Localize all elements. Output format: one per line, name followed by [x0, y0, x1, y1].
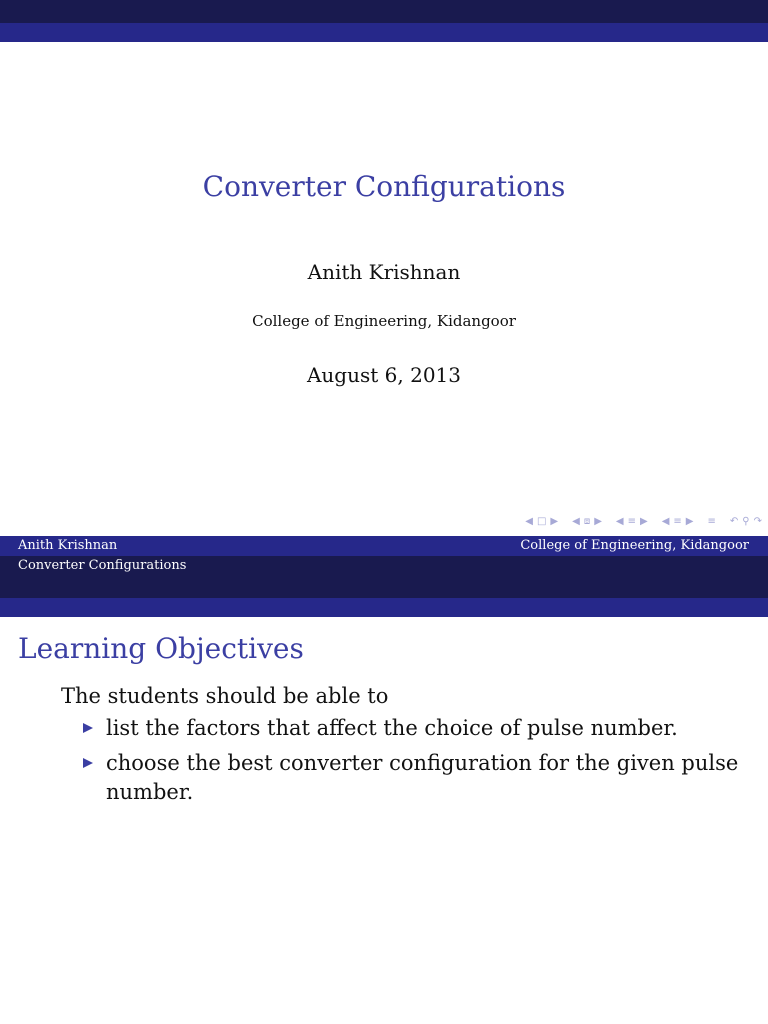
list-item: [83, 749, 741, 807]
frame-next-icon[interactable]: ▶: [550, 516, 559, 527]
presentation-date: August 6, 2013: [306, 363, 461, 387]
list-item: [83, 714, 741, 743]
subsection-icon[interactable]: ⧈: [583, 516, 591, 527]
beamer-navigation: [525, 516, 762, 527]
forward-icon[interactable]: ↷: [753, 516, 762, 527]
subsection-next2-icon[interactable]: ▶: [685, 516, 694, 527]
subsection-prev-icon[interactable]: ◀: [572, 516, 580, 527]
footer-author: Anith Krishnan: [18, 538, 118, 553]
triangle-bullet-icon: [83, 723, 93, 733]
objectives-list: [61, 714, 741, 807]
subsection2-icon[interactable]: ≡: [673, 516, 682, 527]
subsection-next-icon[interactable]: ▶: [594, 516, 602, 527]
back-icon[interactable]: ↶: [729, 516, 739, 527]
presentation-author: Anith Krishnan: [307, 260, 461, 284]
presentation-title: Converter Configurations: [202, 170, 566, 203]
list-item-text: list the factors that affect the choice of pulse number.: [106, 716, 678, 740]
frame-body: [61, 684, 741, 813]
section-icon[interactable]: ≡: [627, 516, 636, 527]
frame-prev-icon[interactable]: ◀: [525, 516, 533, 527]
subsection-prev2-icon[interactable]: ◀: [661, 516, 670, 527]
presentation-institution: College of Engineering, Kidangoor: [252, 312, 516, 330]
search-icon[interactable]: ⚲: [742, 516, 750, 527]
slide2-header-bar: [0, 598, 768, 617]
section-prev-icon[interactable]: ◀: [615, 516, 624, 527]
triangle-bullet-icon: [83, 758, 93, 768]
section-next-icon[interactable]: ▶: [640, 516, 648, 527]
outline-icon[interactable]: ≡: [707, 516, 716, 527]
list-item-text: choose the best converter configuration for the given pulse number.: [106, 751, 739, 804]
frame-icon[interactable]: □: [536, 516, 547, 527]
objectives-intro: The students should be able to: [61, 684, 389, 708]
footer-short-title: Converter Configurations: [18, 558, 187, 573]
frame-title: Learning Objectives: [18, 632, 304, 665]
footer-institution: College of Engineering, Kidangoor: [520, 538, 749, 553]
